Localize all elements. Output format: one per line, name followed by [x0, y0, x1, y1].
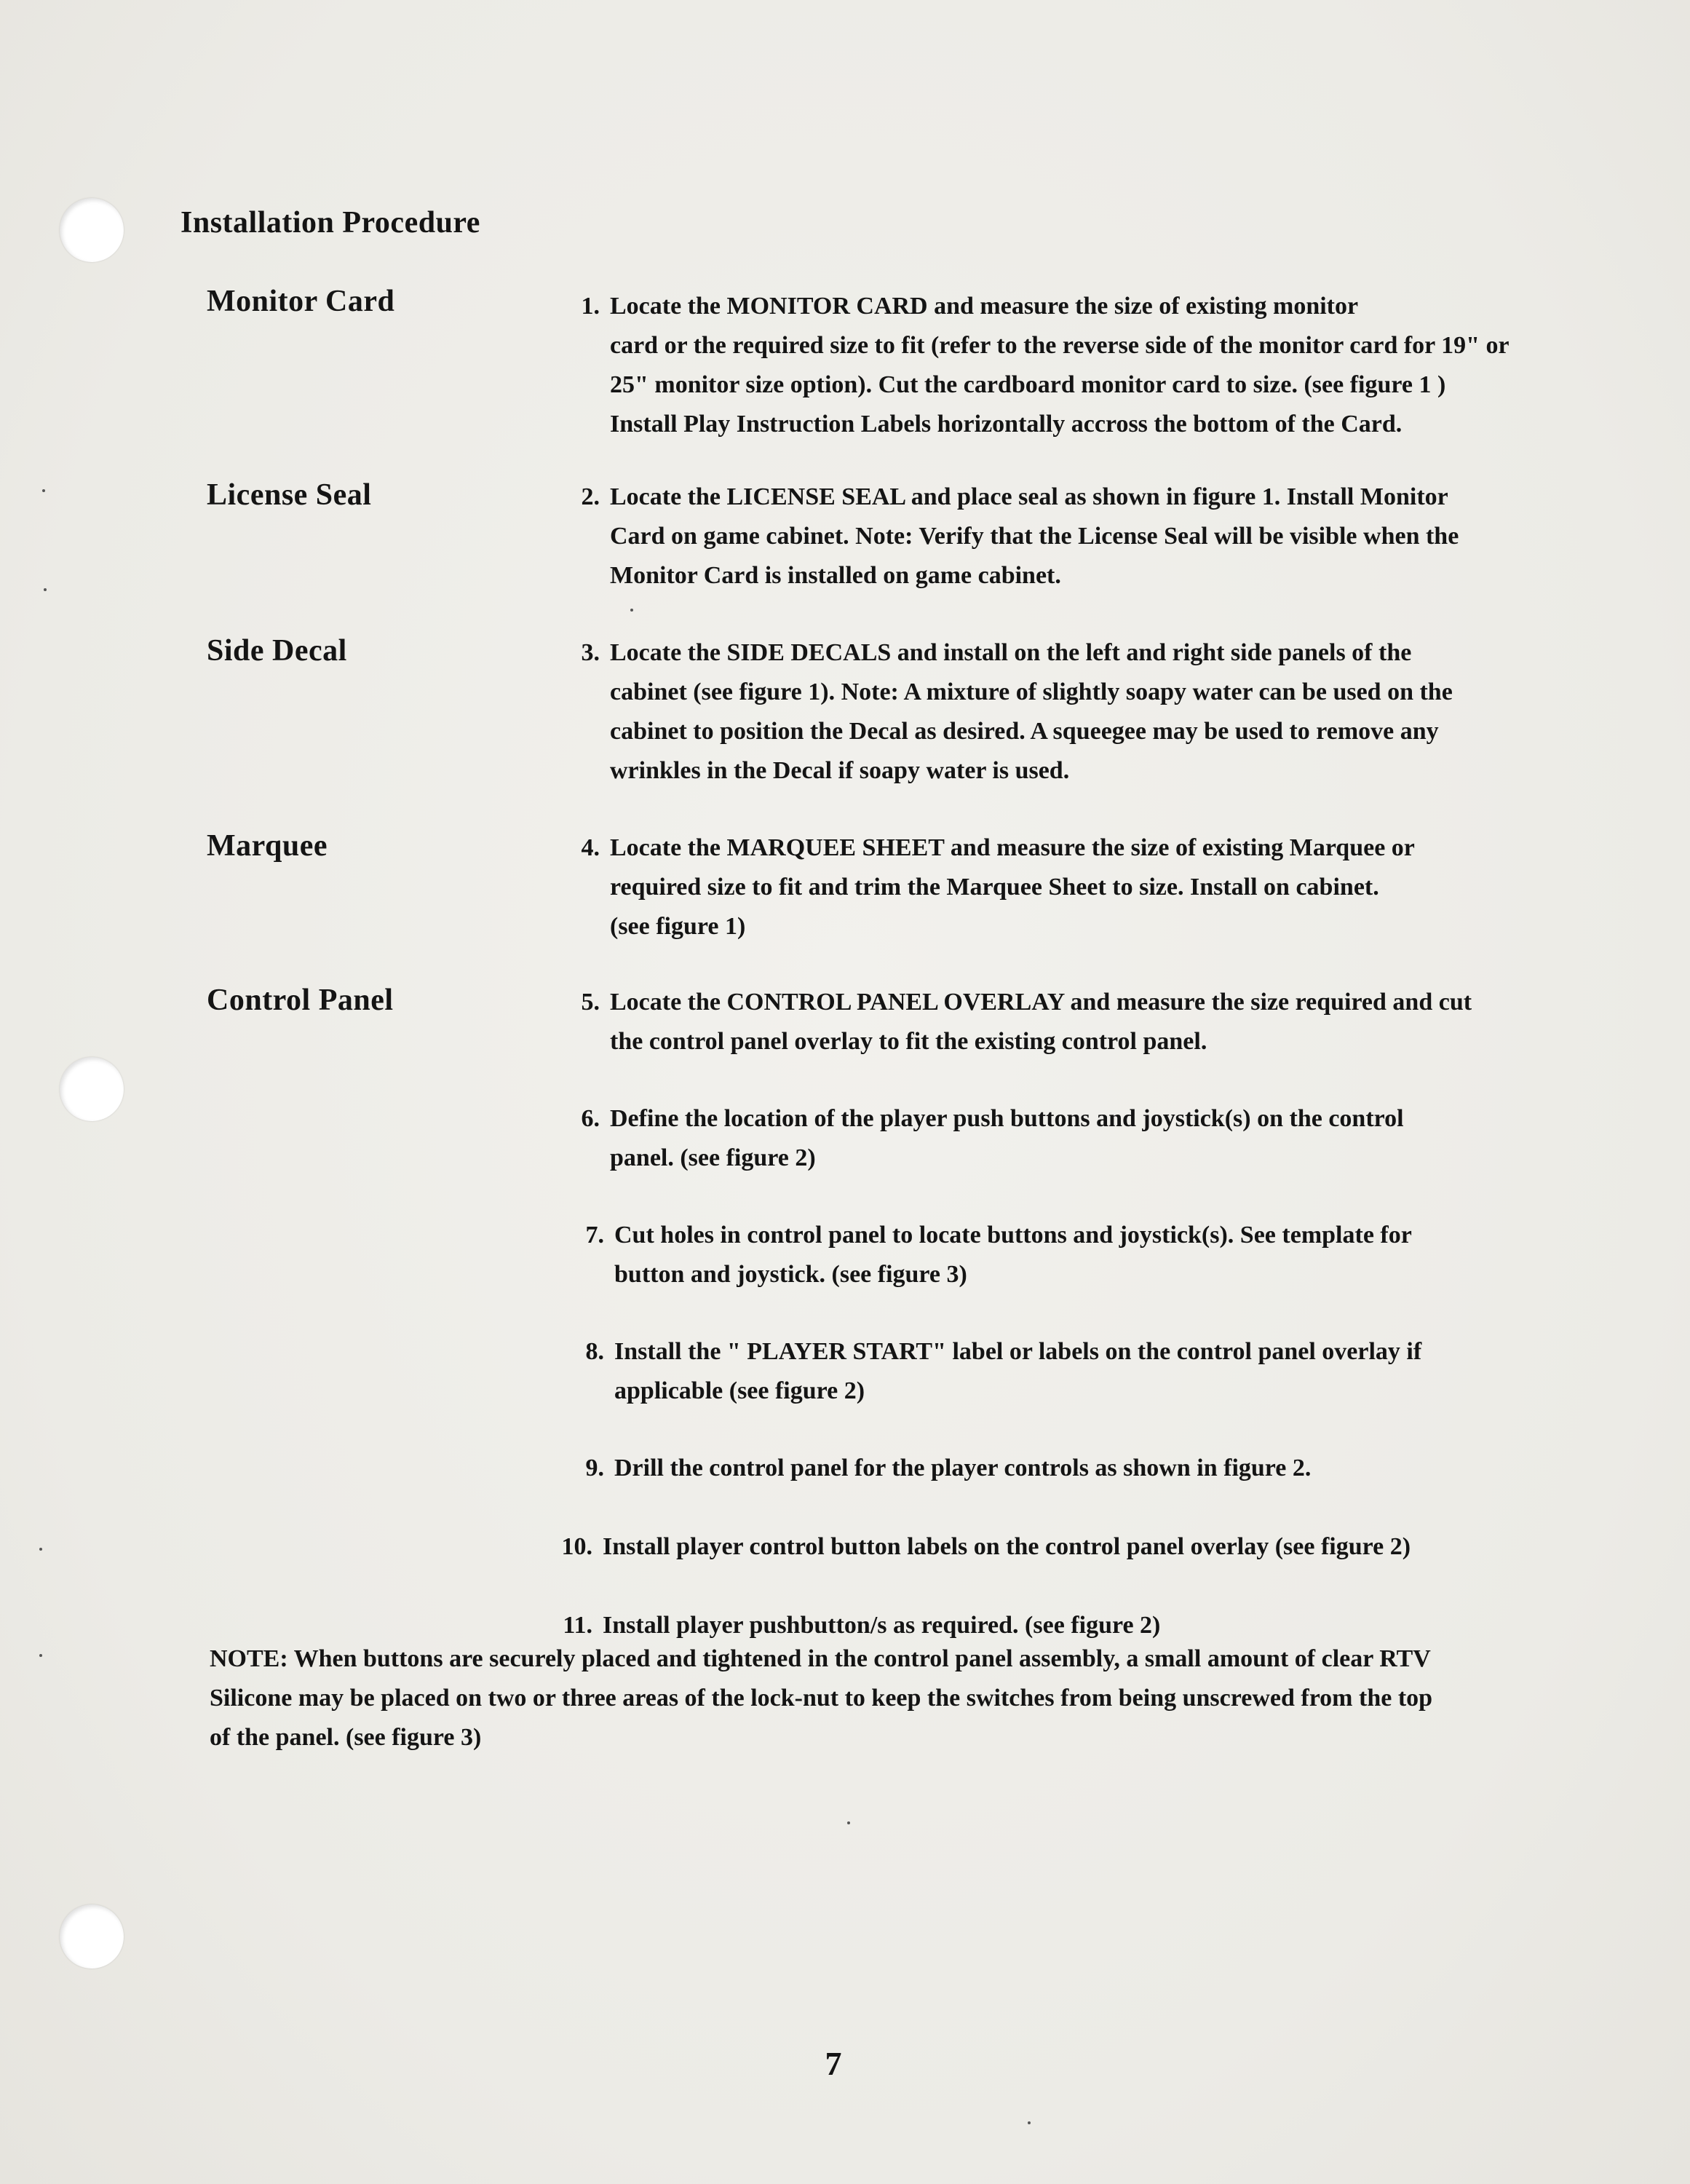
step-text-line: Cut holes in control panel to locate buttons and joystick(s). See template for [614, 1222, 1412, 1249]
paper-speck [1028, 2121, 1031, 2124]
step-text [614, 1449, 1311, 1488]
note-line: NOTE: When buttons are securely placed and tightened in the control panel assembly, a small amount of clear RTV [210, 1645, 1431, 1672]
step-text-line: Drill the control panel for the player controls as shown in figure 2. [614, 1455, 1312, 1481]
step-text-line: Install the " PLAYER START" label or labels on the control panel overlay if [614, 1338, 1422, 1365]
step-text-line: panel. (see figure 2) [610, 1144, 816, 1171]
page-title: Installation Procedure [180, 206, 480, 240]
section-heading-monitor-card: Monitor Card [207, 285, 395, 318]
section-heading-control-panel: Control Panel [207, 984, 394, 1017]
step-text [610, 633, 1453, 791]
step-number: 7. [585, 1222, 604, 1249]
paper-speck [39, 1548, 42, 1551]
step-text-line: Locate the LICENSE SEAL and place seal as shown in figure 1. Install Monitor [610, 483, 1448, 510]
paper-speck [39, 1654, 42, 1657]
note-line: Silicone may be placed on two or three areas of the lock-nut to keep the switches from being unscrewed from the top [210, 1685, 1433, 1712]
step-text-line: Locate the MONITOR CARD and measure the size of existing monitor [610, 293, 1359, 320]
step-text-line: (see figure 1) [610, 913, 746, 940]
step-text-line: wrinkles in the Decal if soapy water is used. [610, 757, 1070, 784]
step-text-line: Install Play Instruction Labels horizontally accross the bottom of the Card. [610, 411, 1403, 438]
step-text-line: cabinet (see figure 1). Note: A mixture of slightly soapy water can be used on the [610, 678, 1453, 705]
step-text-line: Monitor Card is installed on game cabinet. [610, 562, 1061, 589]
step-text [603, 1527, 1411, 1567]
section-heading-license-seal: License Seal [207, 478, 372, 512]
paper-speck [630, 609, 633, 612]
step-number: 3. [581, 639, 600, 666]
step-text-line: Locate the SIDE DECALS and install on the left and right side panels of the [610, 639, 1412, 666]
step-number: 4. [581, 834, 600, 861]
step-text [610, 1099, 1404, 1178]
binder-hole-bottom [60, 1904, 124, 1969]
step-text-line: button and joystick. (see figure 3) [614, 1261, 967, 1288]
step-number: 9. [585, 1455, 604, 1481]
step-text-line: 25" monitor size option). Cut the cardboard monitor card to size. (see figure 1 ) [610, 371, 1446, 398]
page-number: 7 [825, 2045, 842, 2082]
step-text [610, 478, 1459, 596]
step-number: 11. [563, 1612, 592, 1639]
step-text [614, 1332, 1421, 1411]
step-number: 1. [581, 293, 600, 320]
step-text-line: Locate the MARQUEE SHEET and measure the size of existing Marquee or [610, 834, 1415, 861]
step-text-line: Install player pushbutton/s as required. (see figure 2) [603, 1612, 1161, 1639]
step-number: 6. [581, 1105, 600, 1132]
binder-hole-top [60, 198, 124, 262]
step-text-line: the control panel overlay to fit the existing control panel. [610, 1028, 1207, 1055]
step-number: 10. [561, 1533, 592, 1560]
binder-hole-middle [60, 1057, 124, 1121]
note-line: of the panel. (see figure 3) [210, 1724, 482, 1751]
step-text-line: Define the location of the player push buttons and joystick(s) on the control [610, 1105, 1404, 1132]
step-text-line: Locate the CONTROL PANEL OVERLAY and measure the size required and cut [610, 989, 1472, 1016]
step-number: 8. [585, 1338, 604, 1365]
step-text-line: applicable (see figure 2) [614, 1377, 865, 1404]
paper-speck [42, 489, 45, 492]
note-paragraph [210, 1639, 1520, 1757]
step-text-line: card or the required size to fit (refer to the reverse side of the monitor card for 19" or [610, 332, 1510, 359]
step-text-line: Card on game cabinet. Note: Verify that the License Seal will be visible when the [610, 523, 1459, 550]
step-text-line: cabinet to position the Decal as desired. A squeegee may be used to remove any [610, 718, 1439, 745]
paper-speck [847, 1821, 850, 1824]
step-text [610, 287, 1510, 444]
step-number: 2. [581, 483, 600, 510]
paper-speck [44, 588, 47, 591]
step-text [614, 1216, 1412, 1294]
step-text [610, 983, 1472, 1061]
step-text-line: required size to fit and trim the Marquee Sheet to size. Install on cabinet. [610, 874, 1379, 901]
step-text-line: Install player control button labels on the control panel overlay (see figure 2) [603, 1533, 1411, 1560]
section-heading-side-decal: Side Decal [207, 634, 347, 668]
section-heading-marquee: Marquee [207, 829, 328, 863]
step-number: 5. [581, 989, 600, 1016]
step-text [610, 828, 1415, 946]
